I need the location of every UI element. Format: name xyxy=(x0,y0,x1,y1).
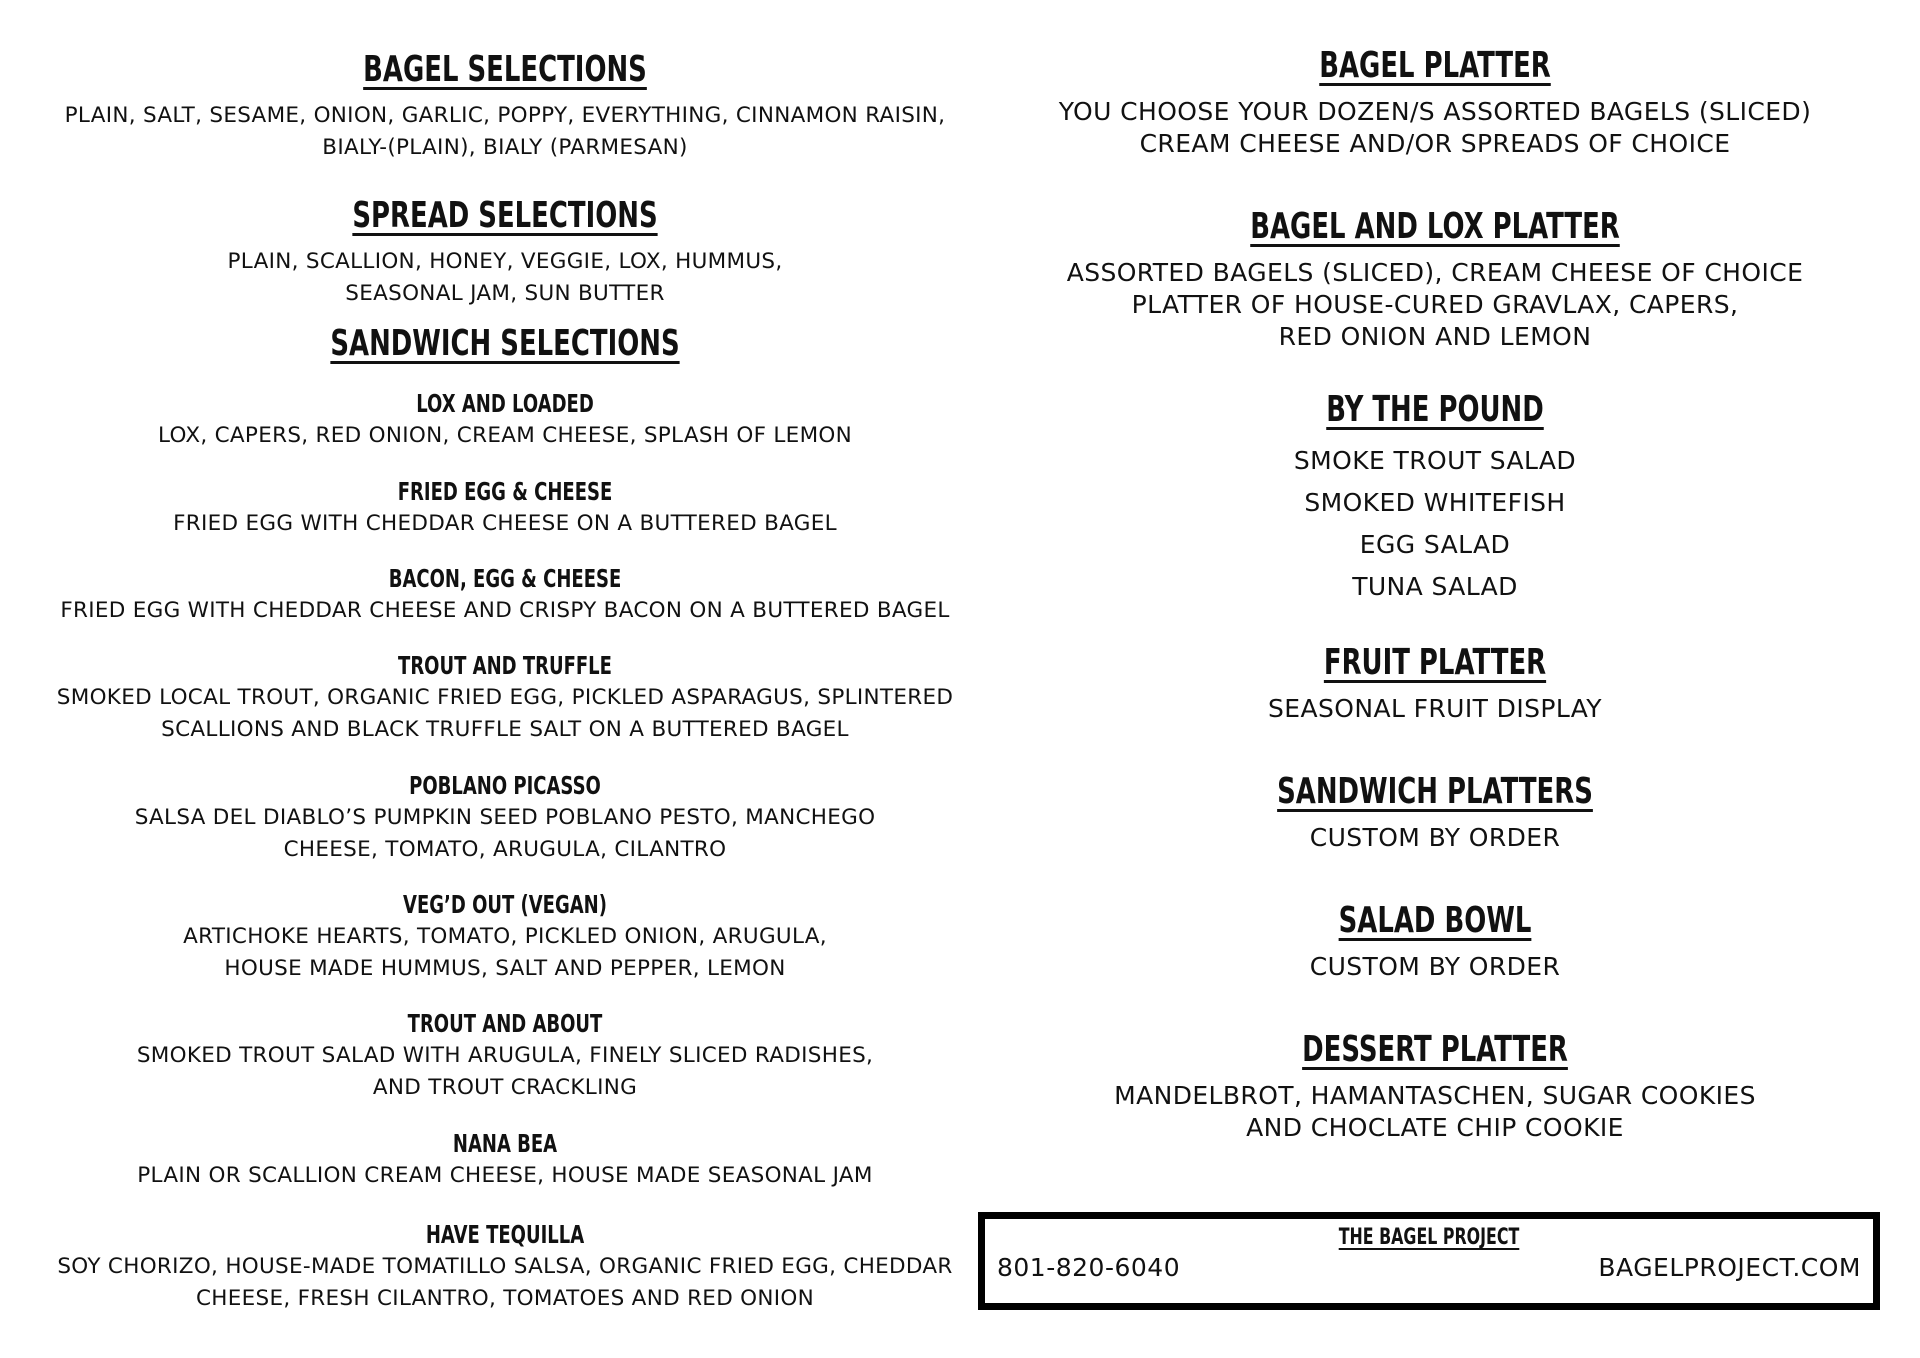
item-description: CHEESE, FRESH CILANTRO, TOMATOES AND RED ONION xyxy=(195,1286,815,1311)
section-heading: DESSERT PLATTER xyxy=(1302,1029,1568,1070)
item-description: CHEESE, TOMATO, ARUGULA, CILANTRO xyxy=(283,837,727,862)
salad-bowl-section xyxy=(1010,899,1860,983)
bagel-selections-section xyxy=(40,48,970,164)
item-description: ARTICHOKE HEARTS, TOMATO, PICKLED ONION, ARUGULA, xyxy=(183,924,827,949)
section-heading: SANDWICH PLATTERS xyxy=(1277,771,1593,812)
item-description: HOUSE MADE HUMMUS, SALT AND PEPPER, LEMON xyxy=(224,956,786,981)
section-text: SEASONAL JAM, SUN BUTTER xyxy=(345,281,665,306)
section-text: YOU CHOOSE YOUR DOZEN/S ASSORTED BAGELS (SLICED) xyxy=(1058,97,1812,126)
section-heading: BAGEL AND LOX PLATTER xyxy=(1250,206,1620,247)
section-text: ASSORTED BAGELS (SLICED), CREAM CHEESE OF CHOICE xyxy=(1066,258,1804,287)
item-name: NANA BEA xyxy=(452,1129,558,1158)
section-heading: SALAD BOWL xyxy=(1338,900,1532,941)
phone-number[interactable]: 801-820-6040 xyxy=(997,1253,1181,1282)
section-heading: SANDWICH SELECTIONS xyxy=(330,323,680,364)
section-text: PLAIN, SALT, SESAME, ONION, GARLIC, POPPY, EVERYTHING, CINNAMON RAISIN, xyxy=(64,103,946,128)
item-name: LOX AND LOADED xyxy=(416,389,594,418)
sandwich-item xyxy=(40,650,970,746)
section-heading: FRUIT PLATTER xyxy=(1323,642,1547,683)
section-text: MANDELBROT, HAMANTASCHEN, SUGAR COOKIES xyxy=(1114,1081,1756,1110)
item-description: SMOKED TROUT SALAD WITH ARUGULA, FINELY SLICED RADISHES, xyxy=(136,1043,874,1068)
dessert-platter-section xyxy=(1010,1028,1860,1144)
section-heading: SPREAD SELECTIONS xyxy=(352,195,658,236)
item-name: VEG’D OUT (VEGAN) xyxy=(403,890,607,919)
item-name: HAVE TEQUILLA xyxy=(425,1220,585,1249)
section-text: RED ONION AND LEMON xyxy=(1278,322,1592,351)
item-name: BACON, EGG & CHEESE xyxy=(388,564,622,593)
section-heading: BY THE POUND xyxy=(1326,389,1544,430)
fruit-platter-section xyxy=(1010,641,1860,725)
item-description: AND TROUT CRACKLING xyxy=(372,1075,638,1100)
section-heading: BAGEL SELECTIONS xyxy=(363,49,647,90)
pound-item: SMOKE TROUT SALAD xyxy=(1293,446,1577,475)
item-description: SCALLIONS AND BLACK TRUFFLE SALT ON A BUTTERED BAGEL xyxy=(161,717,849,742)
pound-item: EGG SALAD xyxy=(1359,530,1511,559)
section-text: CUSTOM BY ORDER xyxy=(1309,823,1561,852)
item-name: FRIED EGG & CHEESE xyxy=(397,477,613,506)
sandwich-item xyxy=(40,476,970,540)
section-heading: BAGEL PLATTER xyxy=(1319,45,1551,86)
item-name: TROUT AND ABOUT xyxy=(407,1009,603,1038)
item-name: POBLANO PICASSO xyxy=(409,771,601,800)
sandwich-item xyxy=(40,889,970,985)
item-description: FRIED EGG WITH CHEDDAR CHEESE ON A BUTTERED BAGEL xyxy=(173,511,837,536)
sandwich-item xyxy=(40,563,970,627)
sandwich-platters-section xyxy=(1010,770,1860,854)
item-description: SALSA DEL DIABLO’S PUMPKIN SEED POBLANO PESTO, MANCHEGO xyxy=(134,805,876,830)
section-text: SEASONAL FRUIT DISPLAY xyxy=(1268,694,1602,723)
sandwich-item xyxy=(40,1219,970,1315)
section-text: CREAM CHEESE AND/OR SPREADS OF CHOICE xyxy=(1139,129,1731,158)
section-text: AND CHOCLATE CHIP COOKIE xyxy=(1246,1113,1624,1142)
sandwich-selections-section xyxy=(40,322,970,366)
website-link[interactable]: BAGELPROJECT.COM xyxy=(1598,1253,1861,1282)
pound-item: TUNA SALAD xyxy=(1352,572,1518,601)
item-description: LOX, CAPERS, RED ONION, CREAM CHEESE, SPLASH OF LEMON xyxy=(157,423,853,448)
bagel-platter-section xyxy=(1010,44,1860,160)
sandwich-item xyxy=(40,1128,970,1192)
spread-selections-section xyxy=(40,194,970,310)
section-text: CUSTOM BY ORDER xyxy=(1309,952,1561,981)
section-text: PLATTER OF HOUSE-CURED GRAVLAX, CAPERS, xyxy=(1131,290,1739,319)
sandwich-item xyxy=(40,770,970,866)
sandwich-item xyxy=(40,388,970,452)
item-name: TROUT AND TRUFFLE xyxy=(398,651,612,680)
contact-box xyxy=(978,1212,1880,1310)
business-name: THE BAGEL PROJECT xyxy=(1338,1225,1520,1250)
by-the-pound-section xyxy=(1010,388,1860,608)
item-description: PLAIN OR SCALLION CREAM CHEESE, HOUSE MADE SEASONAL JAM xyxy=(137,1163,873,1188)
sandwich-item xyxy=(40,1008,970,1104)
bagel-lox-platter-section xyxy=(1010,205,1860,353)
pound-item: SMOKED WHITEFISH xyxy=(1304,488,1566,517)
item-description: FRIED EGG WITH CHEDDAR CHEESE AND CRISPY BACON ON A BUTTERED BAGEL xyxy=(60,598,950,623)
section-text: PLAIN, SCALLION, HONEY, VEGGIE, LOX, HUMMUS, xyxy=(227,249,783,274)
section-text: BIALY-(PLAIN), BIALY (PARMESAN) xyxy=(322,135,688,160)
item-description: SMOKED LOCAL TROUT, ORGANIC FRIED EGG, PICKLED ASPARAGUS, SPLINTERED xyxy=(56,685,954,710)
item-description: SOY CHORIZO, HOUSE-MADE TOMATILLO SALSA, ORGANIC FRIED EGG, CHEDDAR xyxy=(57,1254,953,1279)
